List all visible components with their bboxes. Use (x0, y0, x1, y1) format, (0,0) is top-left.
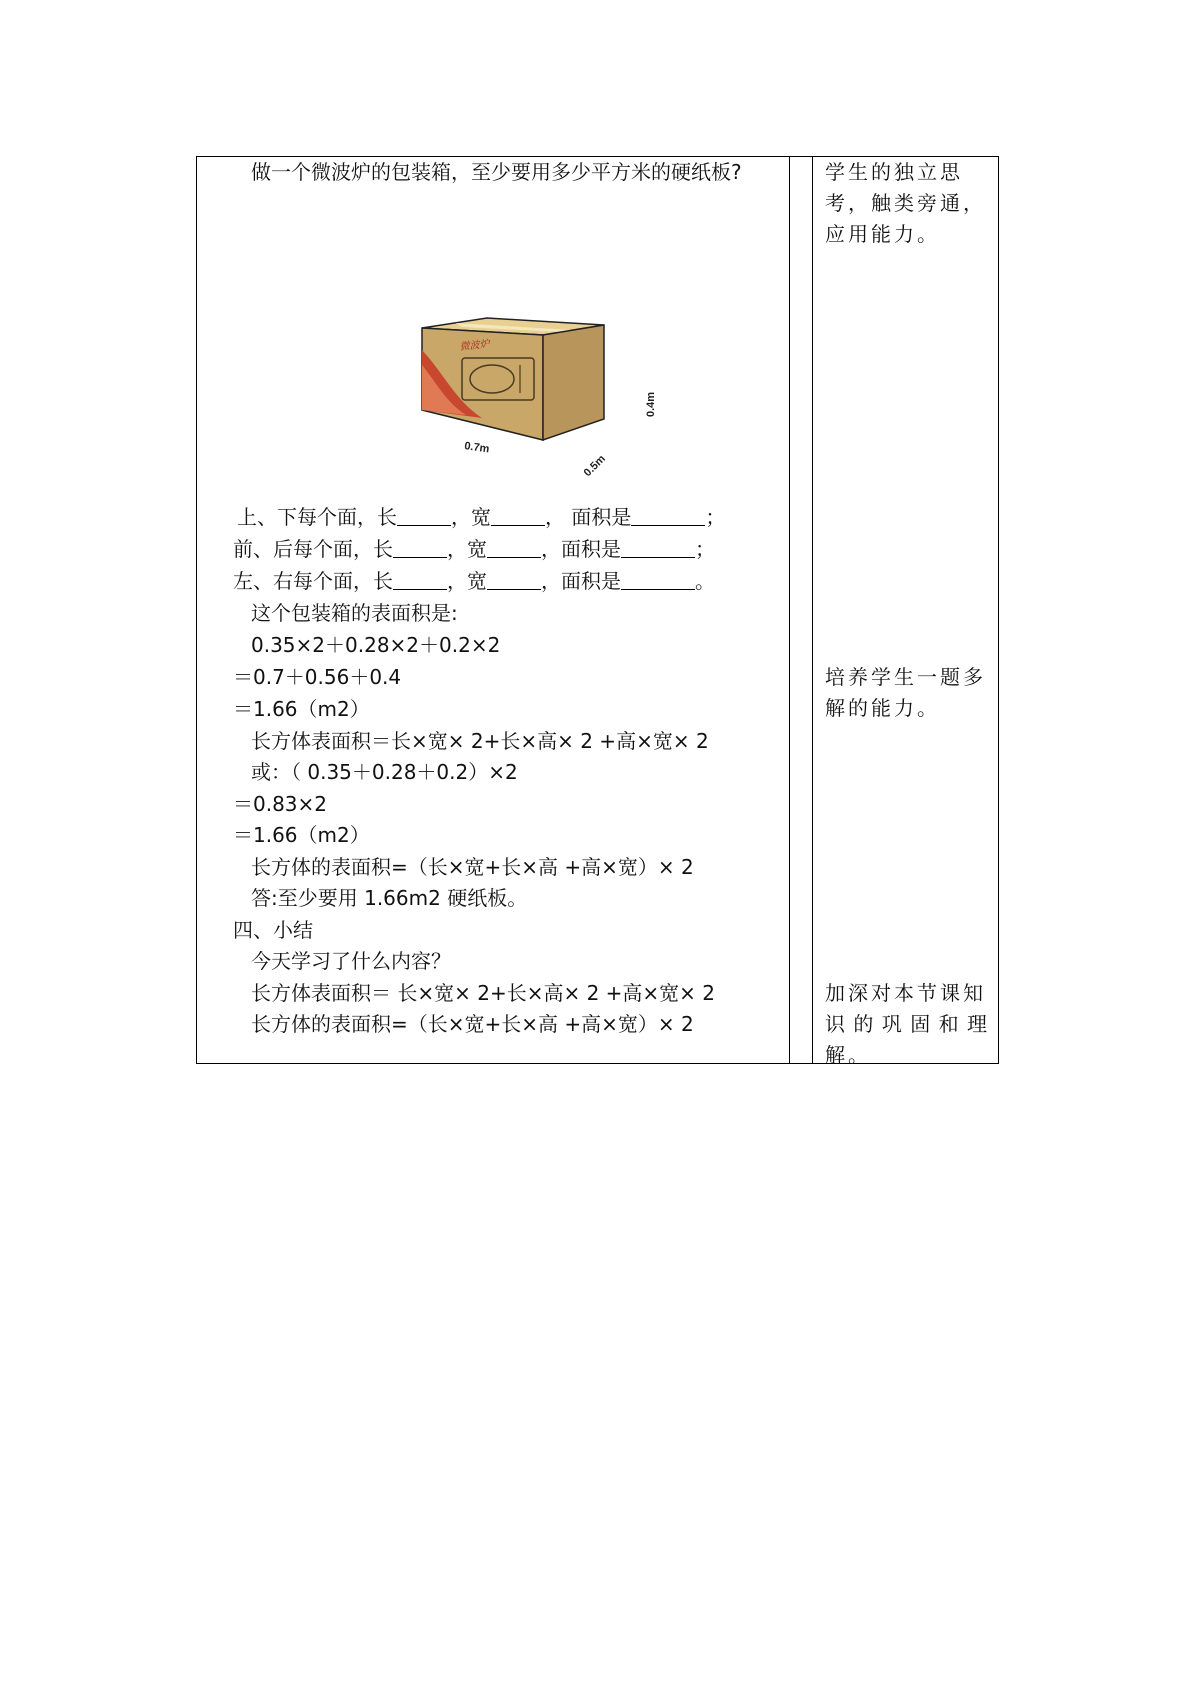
text-line: 今天学习了什么内容？ (251, 949, 451, 973)
formula-line: 长方体的表面积=（长×宽+长×高 +高×宽）× 2 (251, 855, 694, 879)
blank-length[interactable] (397, 505, 451, 526)
formula-line: ＝0.7＋0.56＋0.4 (233, 665, 402, 689)
blank-width[interactable] (487, 569, 541, 590)
fill-line-front-back: 前、后每个面，长 ，宽 ，面积是 ； (233, 537, 715, 561)
dim-length-label: 0.7m (463, 440, 491, 456)
fill-line-left-right: 左、右每个面，长 ，宽 ，面积是 。 (233, 569, 715, 593)
formula-line: 长方体表面积＝长×宽× 2+长×高× 2 +高×宽× 2 (251, 729, 709, 753)
box-brand-label: 微波炉 (459, 338, 491, 353)
formula-line: 长方体的表面积=（长×宽+长×高 +高×宽）× 2 (251, 1012, 694, 1036)
teaching-note: 加深对本节课知 识的巩固和理解。 (825, 981, 990, 1067)
column-divider (789, 157, 790, 1063)
blank-area[interactable] (621, 537, 695, 558)
blank-length[interactable] (393, 569, 447, 590)
teaching-note: 培养学生一题多 解的能力。 (825, 665, 986, 720)
teaching-note: 学生的独立思 考，触类旁通， 应用能力。 (825, 160, 986, 246)
blank-length[interactable] (393, 537, 447, 558)
formula-line: ＝1.66（m2） (233, 697, 370, 721)
formula-line: 或：（ 0.35＋0.28＋0.2）×2 (251, 760, 518, 784)
formula-line: ＝0.83×2 (233, 792, 328, 816)
formula-line: 长方体表面积＝ 长×宽× 2+长×高× 2 +高×宽× 2 (251, 981, 716, 1005)
dim-width-label: 0.5m (581, 452, 608, 480)
microwave-box-illustration (400, 305, 700, 490)
blank-width[interactable] (491, 505, 545, 526)
blank-area[interactable] (631, 505, 705, 526)
section-heading: 四、小结 (233, 918, 313, 942)
formula-line: 0.35×2＋0.28×2＋0.2×2 (251, 633, 501, 657)
question-text: 做一个微波炉的包装箱，至少要用多少平方米的硬纸板? (251, 160, 742, 184)
blank-width[interactable] (487, 537, 541, 558)
blank-area[interactable] (621, 569, 695, 590)
formula-line: ＝1.66（m2） (233, 823, 370, 847)
column-divider (812, 157, 813, 1063)
answer-line: 答:至少要用 1.66m2 硬纸板。 (251, 886, 528, 910)
dim-height-label: 0.4m (645, 391, 657, 417)
text-line: 这个包装箱的表面积是: (251, 601, 458, 625)
fill-line-top-bottom: 上、下每个面，长 ，宽 ， 面积是 ； (237, 505, 726, 529)
